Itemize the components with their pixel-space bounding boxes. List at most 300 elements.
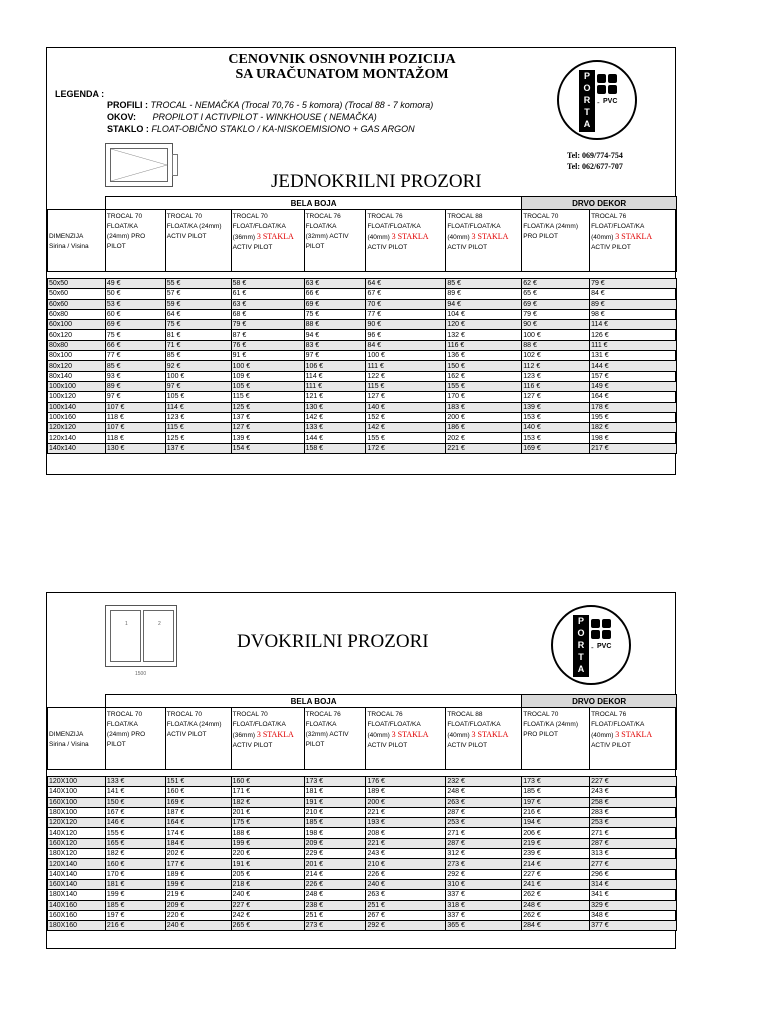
price-cell: 152 € [366, 412, 446, 422]
price-cell: 109 € [231, 371, 304, 381]
price-cell: 89 € [105, 381, 165, 391]
price-cell: 75 € [165, 320, 231, 330]
price-cell: 63 € [231, 299, 304, 309]
price-cell: 126 € [590, 330, 677, 340]
table-row [48, 859, 677, 869]
price-cell: 160 € [165, 787, 231, 797]
column-header-line: TROCAL 70 [166, 213, 202, 220]
price-cell: 221 € [366, 838, 446, 848]
header-gap [522, 272, 590, 279]
dimension-sublabel: Sirina / Visina [49, 740, 89, 748]
column-header-dimension [48, 708, 106, 770]
price-cell: 137 € [231, 412, 304, 422]
price-cell: 142 € [304, 412, 366, 422]
logo-dash: - [597, 98, 600, 107]
handle-icon [172, 154, 178, 176]
legend [107, 99, 537, 135]
dimension-cell: 160X140 [48, 879, 106, 889]
price-cell: 248 € [522, 900, 590, 910]
column-header-c5 [366, 210, 446, 272]
price-cell: 218 € [231, 879, 304, 889]
column-header-line: FLOAT/FLOAT/KA [591, 223, 645, 230]
price-cell: 115 € [231, 392, 304, 402]
dimension-label: DIMENZIJA [49, 232, 84, 240]
column-header-line: 3 STAKLA [615, 232, 653, 241]
price-cell: 258 € [590, 797, 677, 807]
price-cell: 116 € [446, 340, 522, 350]
column-header-line: FLOAT/KA (24mm) [166, 223, 222, 230]
dimension-cell: 120X100 [48, 777, 106, 787]
price-sheet-single-sash [46, 47, 676, 475]
price-cell: 329 € [590, 900, 677, 910]
price-cell: 160 € [231, 777, 304, 787]
column-header-line: (40mm) [367, 732, 390, 739]
price-cell: 55 € [165, 279, 231, 289]
header-gap [366, 272, 446, 279]
price-cell: 96 € [366, 330, 446, 340]
price-cell: 283 € [590, 807, 677, 817]
price-cell: 114 € [590, 320, 677, 330]
price-cell: 88 € [522, 340, 590, 350]
table-row [48, 869, 677, 879]
section-title: JEDNOKRILNI PROZORI [271, 171, 482, 192]
price-cell: 144 € [304, 433, 366, 443]
column-header-line: 3 STAKLA [391, 730, 429, 739]
price-cell: 208 € [366, 828, 446, 838]
price-cell: 262 € [522, 890, 590, 900]
price-cell: 312 € [446, 849, 522, 859]
okov-value: PROPILOT I ACTIVPILOT - WINKHOUSE ( NEMAČKA) [152, 112, 377, 122]
price-cell: 102 € [522, 351, 590, 361]
dimension-cell: 160X160 [48, 910, 106, 920]
header-gap [590, 272, 677, 279]
price-cell: 267 € [366, 910, 446, 920]
dimension-cell: 60x60 [48, 299, 106, 309]
column-header-line: (40mm) [447, 732, 470, 739]
price-cell: 287 € [446, 807, 522, 817]
table-row [48, 443, 677, 453]
price-cell: 263 € [446, 797, 522, 807]
price-cell: 314 € [590, 879, 677, 889]
price-cell: 195 € [590, 412, 677, 422]
column-header-c6 [446, 210, 522, 272]
price-cell: 242 € [231, 910, 304, 920]
price-cell: 127 € [522, 392, 590, 402]
price-cell: 182 € [590, 423, 677, 433]
column-header-line: TROCAL 76 [367, 711, 403, 718]
column-header-line: FLOAT/FLOAT/KA [367, 223, 421, 230]
group-spacer [48, 695, 106, 708]
table-row [48, 330, 677, 340]
dimension-sublabel: Sirina / Visina [49, 242, 89, 250]
price-cell: 243 € [590, 787, 677, 797]
price-cell: 170 € [446, 392, 522, 402]
price-cell: 140 € [522, 423, 590, 433]
price-cell: 150 € [446, 361, 522, 371]
price-cell: 75 € [105, 330, 165, 340]
price-cell: 182 € [105, 849, 165, 859]
price-cell: 348 € [590, 910, 677, 920]
header-gap [48, 272, 106, 279]
column-header-line: FLOAT/KA [106, 721, 138, 728]
column-header-c5 [366, 708, 446, 770]
column-header-line: TROCAL 76 [367, 213, 403, 220]
price-cell: 90 € [366, 320, 446, 330]
logo-squares-icon [597, 74, 619, 96]
column-header-c8 [590, 210, 677, 272]
price-cell: 83 € [304, 340, 366, 350]
table-row [48, 890, 677, 900]
price-cell: 68 € [231, 309, 304, 319]
column-header-line: PILOT [106, 741, 126, 748]
dimension-cell: 60x100 [48, 320, 106, 330]
price-cell: 65 € [522, 289, 590, 299]
column-header-line: 3 STAKLA [391, 232, 429, 241]
price-cell: 64 € [366, 279, 446, 289]
price-cell: 220 € [165, 910, 231, 920]
column-header-line: (24mm) PRO [106, 731, 146, 738]
dimension-cell: 80x100 [48, 351, 106, 361]
price-cell: 240 € [165, 921, 231, 931]
price-cell: 199 € [165, 879, 231, 889]
price-cell: 226 € [366, 869, 446, 879]
price-cell: 75 € [304, 309, 366, 319]
price-cell: 227 € [231, 900, 304, 910]
dimension-cell: 120X140 [48, 859, 106, 869]
legend-label: LEGENDA : [55, 89, 105, 99]
dimension-cell: 120x120 [48, 423, 106, 433]
price-cell: 214 € [304, 869, 366, 879]
phone-numbers [567, 150, 623, 172]
price-cell: 296 € [590, 869, 677, 879]
dimension-cell: 80x140 [48, 371, 106, 381]
price-cell: 130 € [304, 402, 366, 412]
column-header-line: 3 STAKLA [615, 730, 653, 739]
price-cell: 137 € [165, 443, 231, 453]
column-header-c6 [446, 708, 522, 770]
price-cell: 206 € [522, 828, 590, 838]
column-header-line: 3 STAKLA [256, 232, 294, 241]
price-cell: 241 € [522, 879, 590, 889]
legend-staklo [107, 123, 537, 135]
column-header-line: TROCAL 70 [166, 711, 202, 718]
dimension-cell: 180X140 [48, 890, 106, 900]
dimension-cell: 60x80 [48, 309, 106, 319]
column-header-line: FLOAT/KA (24mm) [166, 721, 222, 728]
dimension-cell: 180X120 [48, 849, 106, 859]
phone-1: Tel: 069/774-754 [567, 151, 623, 160]
price-cell: 123 € [522, 371, 590, 381]
column-header-line: ACTIV PILOT [591, 742, 631, 749]
column-header-line: ACTIV PILOT [447, 742, 488, 749]
column-header-line: ACTIV PILOT [367, 244, 408, 251]
price-cell: 146 € [105, 818, 165, 828]
header-gap [366, 770, 446, 777]
table-row [48, 838, 677, 848]
price-cell: 176 € [366, 777, 446, 787]
dimension-cell: 50x50 [48, 279, 106, 289]
group-header-white: BELA BOJA [105, 197, 521, 210]
price-cell: 118 € [105, 412, 165, 422]
price-cell: 185 € [105, 900, 165, 910]
column-header-line: FLOAT/FLOAT/KA [367, 721, 421, 728]
price-cell: 220 € [231, 849, 304, 859]
price-cell: 88 € [304, 320, 366, 330]
dimension-cell: 140X120 [48, 828, 106, 838]
column-header-c1 [105, 708, 165, 770]
price-cell: 238 € [304, 900, 366, 910]
column-header-line: FLOAT/FLOAT/KA [232, 721, 286, 728]
logo-letters: P O R T A [573, 615, 589, 677]
price-cell: 62 € [522, 279, 590, 289]
column-header-line: TROCAL 88 [447, 213, 483, 220]
column-header-line: (40mm) [591, 234, 614, 241]
dimension-cell: 100x120 [48, 392, 106, 402]
price-cell: 69 € [105, 320, 165, 330]
price-cell: 184 € [165, 838, 231, 848]
price-cell: 155 € [446, 381, 522, 391]
window-pane [110, 148, 168, 182]
dimension-cell: 140X100 [48, 787, 106, 797]
column-header-line: FLOAT/FLOAT/KA [232, 223, 286, 230]
column-header-line: TROCAL 70 [106, 213, 143, 220]
price-cell: 173 € [304, 777, 366, 787]
price-cell: 64 € [165, 309, 231, 319]
header-gap [105, 272, 165, 279]
pane-number-1: 1 [125, 621, 128, 627]
price-cell: 172 € [366, 443, 446, 453]
price-cell: 107 € [105, 402, 165, 412]
table-row [48, 879, 677, 889]
price-cell: 155 € [105, 828, 165, 838]
price-cell: 187 € [165, 807, 231, 817]
single-window-drawing [105, 143, 173, 187]
legend-okov [107, 111, 537, 123]
price-cell: 175 € [231, 818, 304, 828]
price-cell: 125 € [165, 433, 231, 443]
price-cell: 66 € [304, 289, 366, 299]
column-header-line: (36mm) [232, 732, 256, 739]
price-cell: 243 € [366, 849, 446, 859]
price-cell: 57 € [165, 289, 231, 299]
table-row [48, 381, 677, 391]
page-title [177, 52, 507, 82]
price-cell: 149 € [590, 381, 677, 391]
price-cell: 226 € [304, 879, 366, 889]
table-row [48, 340, 677, 350]
price-cell: 112 € [522, 361, 590, 371]
price-cell: 63 € [304, 279, 366, 289]
price-cell: 94 € [304, 330, 366, 340]
price-cell: 111 € [304, 381, 366, 391]
column-header-line: (36mm) [232, 234, 256, 241]
price-cell: 133 € [304, 423, 366, 433]
logo-letters: P O R T A [579, 70, 595, 132]
price-cell: 77 € [105, 351, 165, 361]
price-cell: 92 € [165, 361, 231, 371]
header-gap [231, 770, 304, 777]
column-header-line: PRO PILOT [523, 731, 558, 738]
price-cell: 313 € [590, 849, 677, 859]
table-row [48, 299, 677, 309]
staklo-value: FLOAT-OBIČNO STAKLO / KA-NISKOEMISIONO + GAS ARGON [151, 124, 415, 134]
column-header-line: TROCAL 76 [591, 213, 627, 220]
price-cell: 292 € [446, 869, 522, 879]
column-header-c2 [165, 210, 231, 272]
price-cell: 287 € [446, 838, 522, 848]
price-cell: 87 € [231, 330, 304, 340]
price-cell: 157 € [590, 371, 677, 381]
dimension-cell: 100x100 [48, 381, 106, 391]
column-header-c7 [522, 210, 590, 272]
column-header-c2 [165, 708, 231, 770]
price-cell: 50 € [105, 289, 165, 299]
dimension-cell: 100x160 [48, 412, 106, 422]
price-cell: 191 € [304, 797, 366, 807]
porta-pvc-logo [557, 60, 637, 140]
price-cell: 104 € [446, 309, 522, 319]
dimension-cell: 140X160 [48, 900, 106, 910]
price-cell: 71 € [165, 340, 231, 350]
price-cell: 183 € [446, 402, 522, 412]
header-gap [165, 770, 231, 777]
staklo-label: STAKLO : [107, 124, 149, 134]
price-cell: 365 € [446, 921, 522, 931]
column-header-line: FLOAT/FLOAT/KA [447, 223, 501, 230]
opening-diagonals-icon [111, 149, 167, 181]
header-gap [304, 770, 366, 777]
price-cell: 114 € [165, 402, 231, 412]
column-header-line: ACTIV PILOT [232, 742, 273, 749]
price-cell: 139 € [231, 433, 304, 443]
column-header-line: TROCAL 70 [523, 711, 559, 718]
price-cell: 199 € [231, 838, 304, 848]
column-header-line: TROCAL 70 [232, 711, 268, 718]
dimension-cell: 100x140 [48, 402, 106, 412]
price-cell: 131 € [590, 351, 677, 361]
column-header-c3 [231, 708, 304, 770]
pane-number-2: 2 [158, 621, 161, 627]
price-cell: 253 € [590, 818, 677, 828]
price-cell: 310 € [446, 879, 522, 889]
column-header-line: TROCAL 76 [591, 711, 627, 718]
dimension-cell: 80x80 [48, 340, 106, 350]
price-cell: 58 € [231, 279, 304, 289]
price-cell: 284 € [522, 921, 590, 931]
price-cell: 318 € [446, 900, 522, 910]
porta-pvc-logo [551, 605, 631, 685]
table-row [48, 402, 677, 412]
price-cell: 160 € [105, 859, 165, 869]
dimension-cell: 140X140 [48, 869, 106, 879]
price-cell: 76 € [231, 340, 304, 350]
price-cell: 70 € [366, 299, 446, 309]
header-gap [231, 272, 304, 279]
price-cell: 167 € [105, 807, 165, 817]
table-row [48, 423, 677, 433]
price-cell: 130 € [105, 443, 165, 453]
price-cell: 229 € [304, 849, 366, 859]
price-cell: 79 € [231, 320, 304, 330]
price-cell: 165 € [105, 838, 165, 848]
price-cell: 79 € [590, 279, 677, 289]
price-cell: 98 € [590, 309, 677, 319]
phone-2: Tel: 062/677-707 [567, 162, 623, 171]
price-cell: 153 € [522, 412, 590, 422]
price-cell: 85 € [105, 361, 165, 371]
price-cell: 239 € [522, 849, 590, 859]
price-cell: 177 € [165, 859, 231, 869]
table-row [48, 777, 677, 787]
legend-profili [107, 99, 537, 111]
price-cell: 248 € [304, 890, 366, 900]
column-header-line: ACTIV PILOT [367, 742, 408, 749]
column-header-c8 [590, 708, 677, 770]
price-cell: 337 € [446, 890, 522, 900]
price-cell: 171 € [231, 787, 304, 797]
price-cell: 49 € [105, 279, 165, 289]
logo-squares-icon [591, 619, 613, 641]
price-cell: 251 € [366, 900, 446, 910]
price-cell: 199 € [105, 890, 165, 900]
price-cell: 273 € [304, 921, 366, 931]
header-gap [522, 770, 590, 777]
price-cell: 200 € [446, 412, 522, 422]
price-cell: 182 € [231, 797, 304, 807]
column-header-line: PILOT [106, 243, 126, 250]
table-row [48, 351, 677, 361]
price-cell: 197 € [105, 910, 165, 920]
price-cell: 216 € [105, 921, 165, 931]
price-cell: 205 € [231, 869, 304, 879]
dimension-cell: 60x120 [48, 330, 106, 340]
column-header-line: FLOAT/KA (24mm) [523, 223, 579, 230]
column-header-line: (40mm) [591, 732, 614, 739]
price-cell: 144 € [590, 361, 677, 371]
column-header-line: FLOAT/KA [106, 223, 138, 230]
price-cell: 221 € [446, 443, 522, 453]
window-pane-left [110, 610, 141, 662]
price-cell: 85 € [446, 279, 522, 289]
column-header-line: (40mm) [447, 234, 470, 241]
title-line-2: SA URAČUNATOM MONTAŽOM [235, 67, 449, 82]
price-cell: 209 € [165, 900, 231, 910]
double-window-drawing [105, 605, 177, 667]
header-gap [304, 272, 366, 279]
column-header-line: 3 STAKLA [471, 232, 509, 241]
price-cell: 341 € [590, 890, 677, 900]
price-cell: 201 € [231, 807, 304, 817]
price-cell: 227 € [590, 777, 677, 787]
dimension-cell: 80x120 [48, 361, 106, 371]
price-cell: 115 € [165, 423, 231, 433]
okov-label: OKOV: [107, 112, 137, 122]
column-header-line: TROCAL 70 [106, 711, 143, 718]
price-cell: 219 € [165, 890, 231, 900]
price-cell: 106 € [304, 361, 366, 371]
price-cell: 194 € [522, 818, 590, 828]
price-cell: 265 € [231, 921, 304, 931]
group-header-decor: DRVO DEKOR [522, 695, 677, 708]
column-header-line: FLOAT/FLOAT/KA [591, 721, 645, 728]
price-cell: 253 € [446, 818, 522, 828]
price-cell: 139 € [522, 402, 590, 412]
dimension-cell: 120x140 [48, 433, 106, 443]
group-spacer [48, 197, 106, 210]
column-header-line: (32mm) ACTIV [305, 731, 349, 738]
price-table [47, 694, 677, 931]
dimension-label: DIMENZIJA [49, 730, 84, 738]
